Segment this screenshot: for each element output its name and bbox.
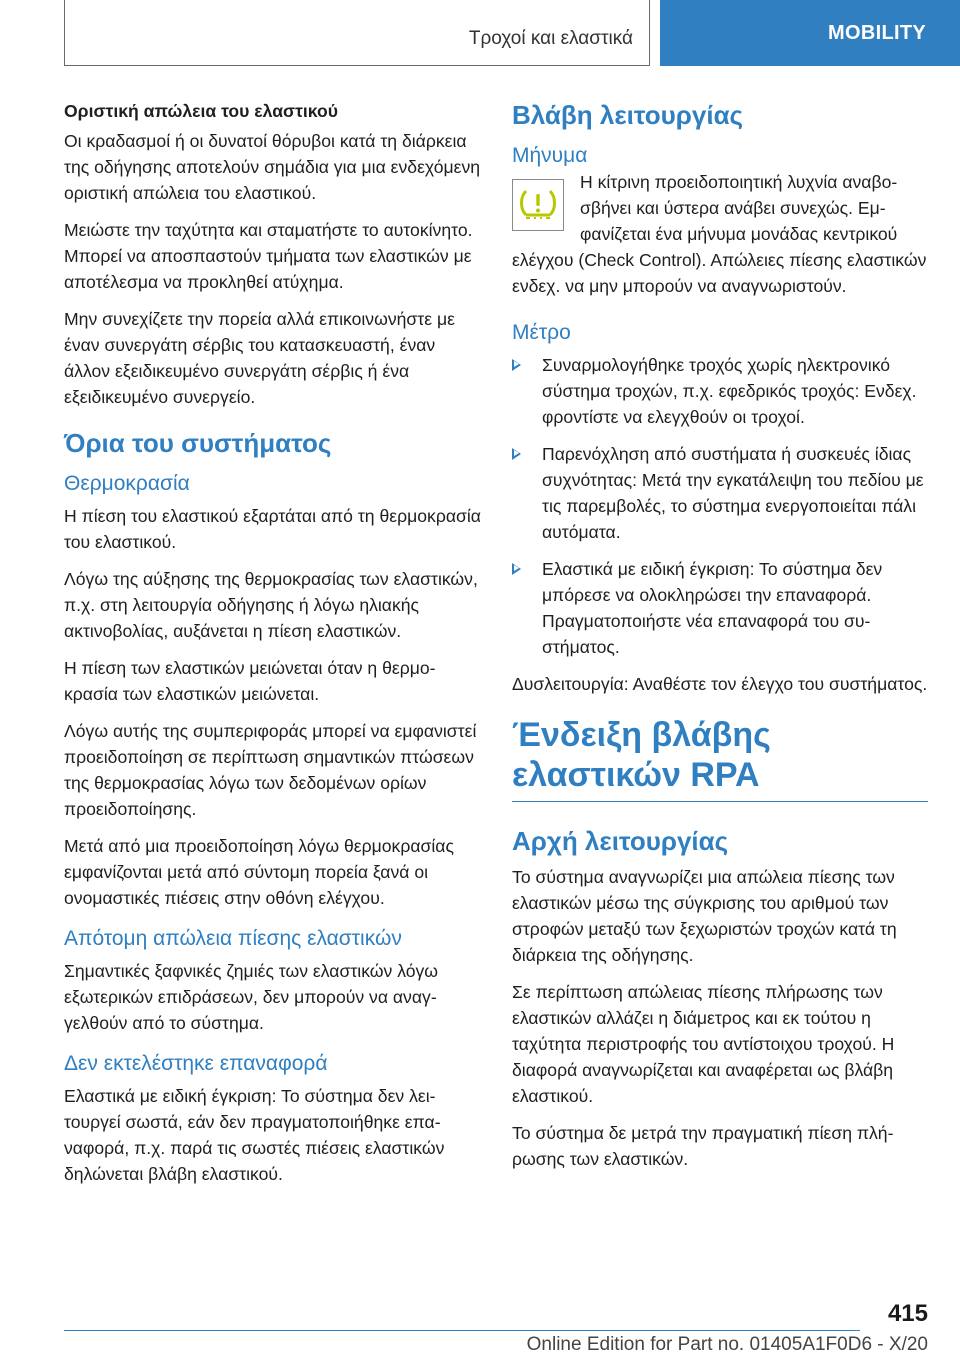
principle-paragraph-2: Σε περίπτωση απώλειας πίεσης πλήρωσης των ελαστικών αλλάζει η διάμετρος και εκ τούτου η ταχύτητα περιστροφής του αντίστοιχου τροχού. Η διαφορά αναγνωρίζεται και αναφέρεται ως βλάβη ελαστικού. <box>512 982 895 1106</box>
footer-edition: Online Edition for Part no. 01405A1F0D6 - X/20 <box>526 1334 928 1355</box>
rpa-heading: Ένδειξη βλάβης ελαστικών RPA <box>512 715 928 802</box>
left-column <box>64 98 482 1198</box>
no-reset-paragraph: Ελαστικά με ειδική έγκριση: Το σύστημα δεν λειτουργεί σωστά, εάν δεν πραγματοποιήθηκε επαναφορά, π.χ. παρά τις σωστές πιέσεις ελαστικών δηλώνεται βλάβη ελαστικού. <box>64 1086 445 1184</box>
message-block <box>512 169 928 299</box>
tire-loss-paragraph-1: Οι κραδασμοί ή οι δυνατοί θόρυβοι κατά τη διάρκεια της οδήγησης αποτελούν σημάδια για μια ενδεχόμενη οριστική απώλεια του ελαστικού. <box>64 131 481 203</box>
bullet-triangle-icon <box>512 359 521 371</box>
header-section-title: Τροχοί και ελαστικά <box>468 28 633 49</box>
measure-item <box>512 556 928 660</box>
measure-item <box>512 441 928 545</box>
bullet-triangle-icon <box>512 563 521 575</box>
principle-heading: Αρχή λειτουργίας <box>512 826 729 856</box>
measure-heading: Μέτρο <box>512 321 571 344</box>
header-chapter-tab[interactable]: MOBILITY <box>660 0 960 66</box>
right-column <box>512 98 928 1183</box>
temperature-paragraph-1: Η πίεση του ελαστικού εξαρτάται από τη θερμοκρασία του ελαστικού. <box>64 506 481 552</box>
footer-divider <box>64 1330 860 1331</box>
message-text: Η κίτρινη προειδοποιητική λυχνία αναβοσβήνει και ύστερα ανάβει συνεχώς. Εμφανίζεται ένα μήνυμα μονάδας κεντρικού ελέγχου (Check Control). Απώλειες πίεσης ελαστικών ενδεχ. να μην μπορούν να αναγνωριστούν. <box>512 172 927 296</box>
principle-paragraph-3: Το σύστημα δε μετρά την πραγματική πίεση πλήρωσης των ελαστικών. <box>512 1123 894 1169</box>
tire-pressure-warning-icon <box>512 179 564 231</box>
measure-item-text: Ελαστικά με ειδική έγκριση: Το σύστημα δεν μπόρεσε να ολοκληρώσει την επαναφορά. Πραγματοποιήστε νέα επαναφορά του συστήματος. <box>542 559 883 657</box>
header-section-box <box>64 0 650 66</box>
no-reset-heading: Δεν εκτελέστηκε επαναφορά <box>64 1052 328 1075</box>
tire-loss-heading: Οριστική απώλεια του ελαστικού <box>64 101 339 121</box>
temperature-heading: Θερμοκρασία <box>64 472 190 495</box>
system-limits-heading: Όρια του συστήματος <box>64 428 332 458</box>
measure-list <box>512 352 928 660</box>
tire-loss-paragraph-2: Μειώστε την ταχύτητα και σταματήστε το αυτοκίνητο. Μπορεί να αποσπαστούν τμήματα των ελαστικών με αποτέλεσμα να προκληθεί ατύχημα. <box>64 220 473 292</box>
page-number: 415 <box>887 1300 928 1327</box>
measure-footer: Δυσλειτουργία: Αναθέστε τον έλεγχο του συστήματος. <box>512 674 928 694</box>
message-heading: Μήνυμα <box>512 144 588 167</box>
principle-paragraph-1: Το σύστημα αναγνωρίζει μια απώλεια πίεσης των ελαστικών μέσω της σύγκρισης του αριθμού των στροφών μεταξύ των ξεχωριστών τροχών κατά τη διάρκεια της οδήγησης. <box>512 867 897 965</box>
measure-item-text: Συναρμολογήθηκε τροχός χωρίς ηλεκτρονικό σύστημα τροχών, π.χ. εφεδρικός τροχός: Ενδεχ. φροντίστε να ελεγχθούν οι τροχοί. <box>542 355 917 427</box>
sudden-loss-paragraph: Σημαντικές ξαφνικές ζημιές των ελαστικών λόγω εξωτερικών επιδράσεων, δεν μπορούν να αναγγελθούν από το σύστημα. <box>64 961 439 1033</box>
measure-item-text: Παρενόχληση από συστήματα ή συσκευές ίδιας συχνότητας: Μετά την εγκατάλειψη του πεδίου με τις παρεμβολές, το σύστημα ενεργοποιείται πάλι αυτόματα. <box>542 444 924 542</box>
temperature-paragraph-4: Λόγω αυτής της συμπεριφοράς μπορεί να εμφανιστεί προειδοποίηση σε περίπτωση σημαντικών πτώσεων της θερμοκρασίας λόγω των δεδομένων ορίων προειδοποίησης. <box>64 721 477 819</box>
measure-item <box>512 352 928 430</box>
temperature-paragraph-5: Μετά από μια προειδοποίηση λόγω θερμοκρασίας εμφανίζονται μετά από σύντομη πορεία ξανά οι ονομαστικές πιέσεις στην οθόνη ελέγχου. <box>64 836 454 908</box>
sudden-loss-heading: Απότομη απώλεια πίεσης ελαστικών <box>64 927 402 950</box>
tire-loss-paragraph-3: Μην συνεχίζετε την πορεία αλλά επικοινωνήστε με έναν συνεργάτη σέρβις του κατασκευαστή, έναν άλλον εξειδικευμένο συνεργάτη σέρβις ή ένα εξειδικευμένο συνεργείο. <box>64 309 455 407</box>
temperature-paragraph-2: Λόγω της αύξησης της θερμοκρασίας των ελαστικών, π.χ. στη λειτουργία οδήγησης ή λόγω ηλιακής ακτινοβολίας, αυξάνεται η πίεση ελαστικών. <box>64 569 478 641</box>
bullet-triangle-icon <box>512 448 521 460</box>
malfunction-heading: Βλάβη λειτουργίας <box>512 100 744 130</box>
temperature-paragraph-3: Η πίεση των ελαστικών μειώνεται όταν η θερμοκρασία των ελαστικών μειώνεται. <box>64 658 436 704</box>
